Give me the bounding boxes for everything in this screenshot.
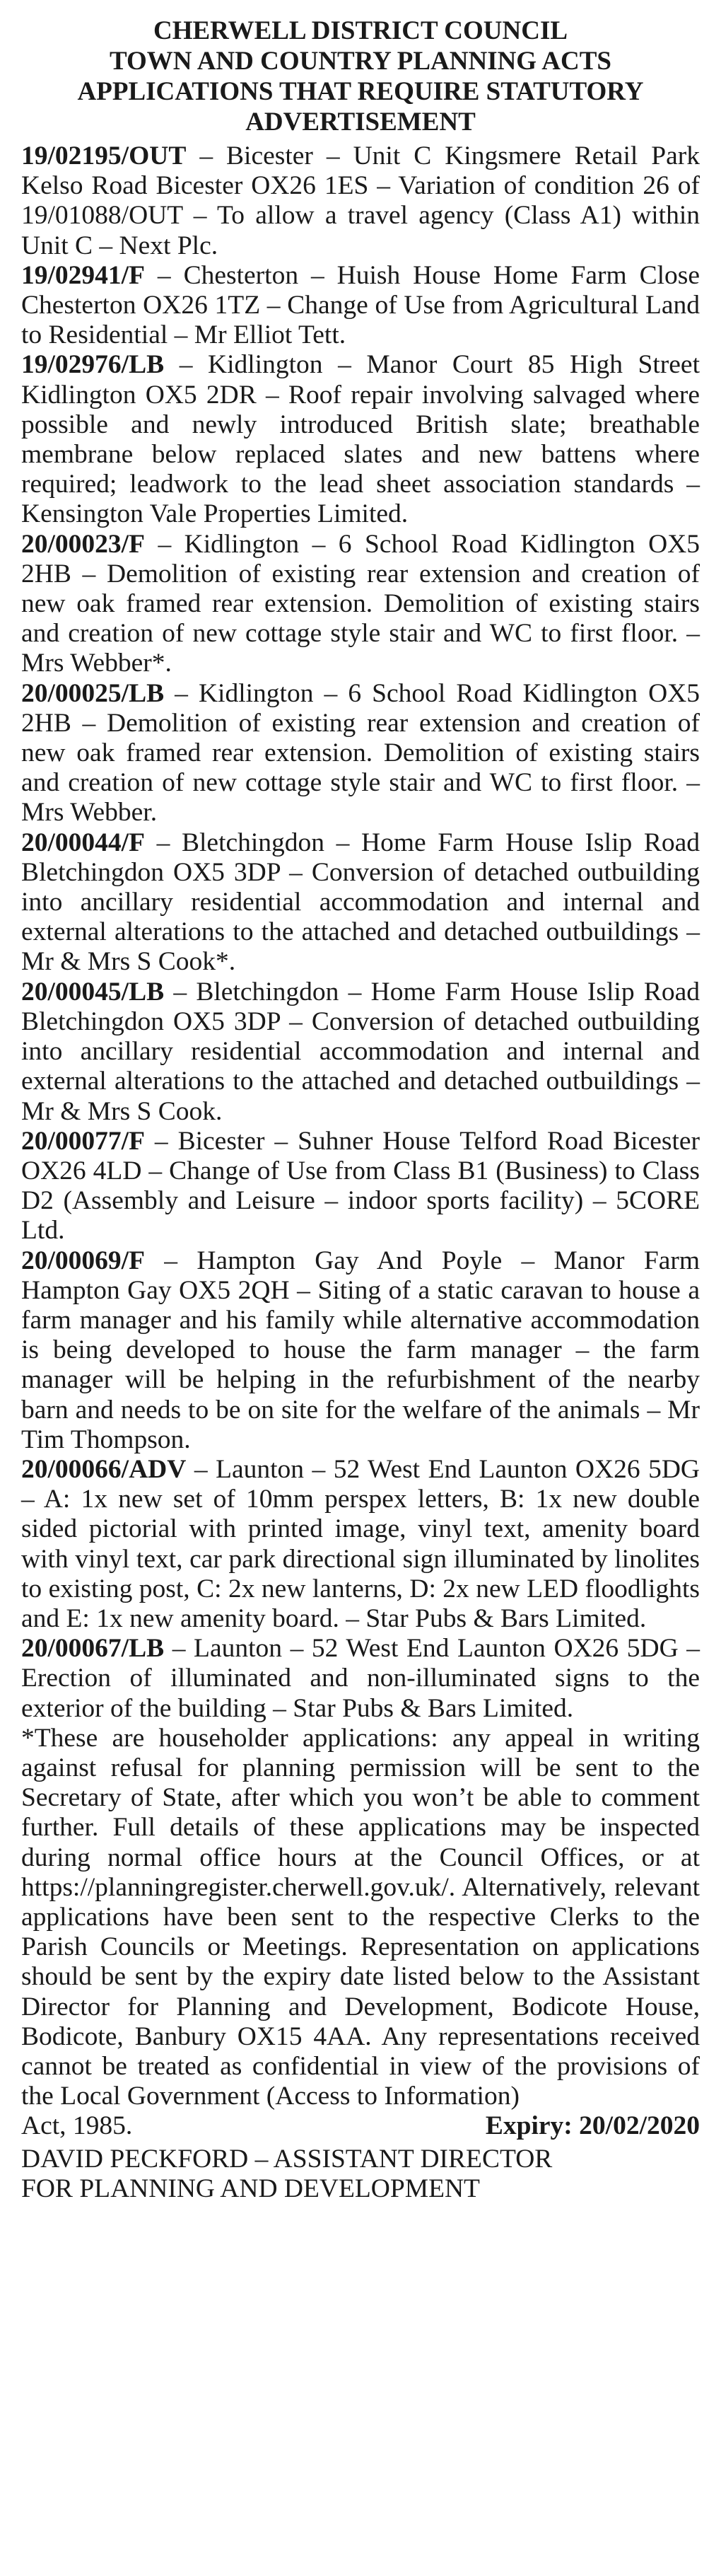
application-ref: 20/00067/LB [21,1634,165,1664]
application-ref: 20/00023/F [21,529,145,559]
application-entry [21,1246,700,1455]
heading-applications: APPLICATIONS THAT REQUIRE STATUTORY [77,77,644,106]
notice-heading [21,16,700,137]
signature-block [21,2145,700,2204]
application-entry [21,828,700,977]
expiry-line [21,2111,700,2141]
heading-council: CHERWELL DISTRICT COUNCIL [153,16,568,45]
application-text: – Launton – 52 West End Launton OX26 5DG – A: 1x new set of 10mm perspex letters, B: 1x new double sided pictorial with printed image, vinyl text, amenity board with vinyl text, car park directional sign illuminated by linolites to existing post, C: 2x new lanterns, D: 2x new LED floodlights and E: 1x new amenity board. – Star Pubs & Bars Limited. [21,1454,700,1633]
act-reference: Act, 1985. [21,2111,133,2141]
signature-department: FOR PLANNING AND DEVELOPMENT [21,2174,480,2203]
application-entry [21,1634,700,1724]
application-text: – Kidlington – Manor Court 85 High Street Kidlington OX5 2DR – Roof repair involving salvaged where possible and newly introduced British slate; breathable membrane below replaced slates and new battens where required; leadwork to the lead sheet association standards – Kensington Vale Properties Limited. [21,350,700,529]
application-ref: 19/02195/OUT [21,141,187,170]
expiry-date: Expiry: 20/02/2020 [485,2111,700,2141]
application-entry [21,261,700,351]
application-entry [21,977,700,1127]
application-entry [21,350,700,529]
application-text: – Bletchingdon – Home Farm House Islip Road Bletchingdon OX5 3DP – Conversion of detached outbuilding into ancillary residential accommodation and internal and external alterations to the attached and detached outbuildings – Mr & Mrs S Cook. [21,977,700,1126]
application-entry [21,1127,700,1246]
application-ref: 20/00077/F [21,1126,145,1156]
application-ref: 19/02976/LB [21,350,165,380]
application-ref: 19/02941/F [21,260,145,290]
application-ref: 20/00045/LB [21,977,165,1006]
application-entry [21,530,700,679]
application-ref: 20/00044/F [21,828,145,857]
application-text: – Bletchingdon – Home Farm House Islip Road Bletchingdon OX5 3DP – Conversion of detached outbuilding into ancillary residential accommodation and internal and external alterations to the attached and detached outbuildings – Mr & Mrs S Cook*. [21,828,700,977]
heading-acts: TOWN AND COUNTRY PLANNING ACTS [109,47,611,76]
application-text: – Bicester – Suhner House Telford Road Bicester OX26 4LD – Change of Use from Class B1 (Business) to Class D2 (Assembly and Leisure – indoor sports facility) – 5CORE Ltd. [21,1126,700,1246]
householder-note: *These are householder applications: any appeal in writing against refusal for planning permission will be sent to the Secretary of State, after which you won’t be able to comment further. Full details of these applications may be inspected during normal office hours at the Council Offices, or at https://planningregister.cherwell.gov.uk/. Alternatively, relevant applications have been sent to the respective Clerks to the Parish Councils or Meetings. Representation on applications should be sent by the expiry date listed below to the Assistant Director for Planning and Development, Bodicote House, Bodicote, Banbury OX15 4AA. Any representations received cannot be treated as confidential in view of the provisions of the Local Government (Access to Information) [21,1723,700,2111]
application-text: – Bicester – Unit C Kingsmere Retail Park Kelso Road Bicester OX26 1ES – Variation of condition 26 of 19/01088/OUT – To allow a travel agency (Class A1) within Unit C – Next Plc. [21,141,700,260]
application-ref: 20/00025/LB [21,678,165,708]
application-text: – Kidlington – 6 School Road Kidlington OX5 2HB – Demolition of existing rear extension and creation of new oak framed rear extension. Demolition of existing stairs and creation of new cottage style stair and WC to first floor. – Mrs Webber. [21,678,700,828]
application-text: – Launton – 52 West End Launton OX26 5DG – Erection of illuminated and non-illuminated signs to the exterior of the building – Star Pubs & Bars Limited. [21,1634,700,1723]
application-text: – Kidlington – 6 School Road Kidlington OX5 2HB – Demolition of existing rear extension and creation of new oak framed rear extension. Demolition of existing stairs and creation of new cottage style stair and WC to first floor. – Mrs Webber*. [21,529,700,678]
application-ref: 20/00069/F [21,1246,145,1275]
application-entry [21,679,700,828]
heading-advertisement: ADVERTISEMENT [245,108,476,137]
application-entry [21,1455,700,1634]
application-entry [21,141,700,261]
application-text: – Hampton Gay And Poyle – Manor Farm Hampton Gay OX5 2QH – Siting of a static caravan to house a farm manager and his family while alternative accommodation is being developed to house the farm manager – the farm manager will be helping in the refurbishment of the nearby barn and needs to be on site for the welfare of the animals – Mr Tim Thompson. [21,1246,700,1454]
application-text: – Chesterton – Huish House Home Farm Close Chesterton OX26 1TZ – Change of Use from Agricultural Land to Residential – Mr Elliot Tett. [21,260,700,350]
signature-name: DAVID PECKFORD – ASSISTANT DIRECTOR [21,2144,553,2174]
application-ref: 20/00066/ADV [21,1454,187,1484]
